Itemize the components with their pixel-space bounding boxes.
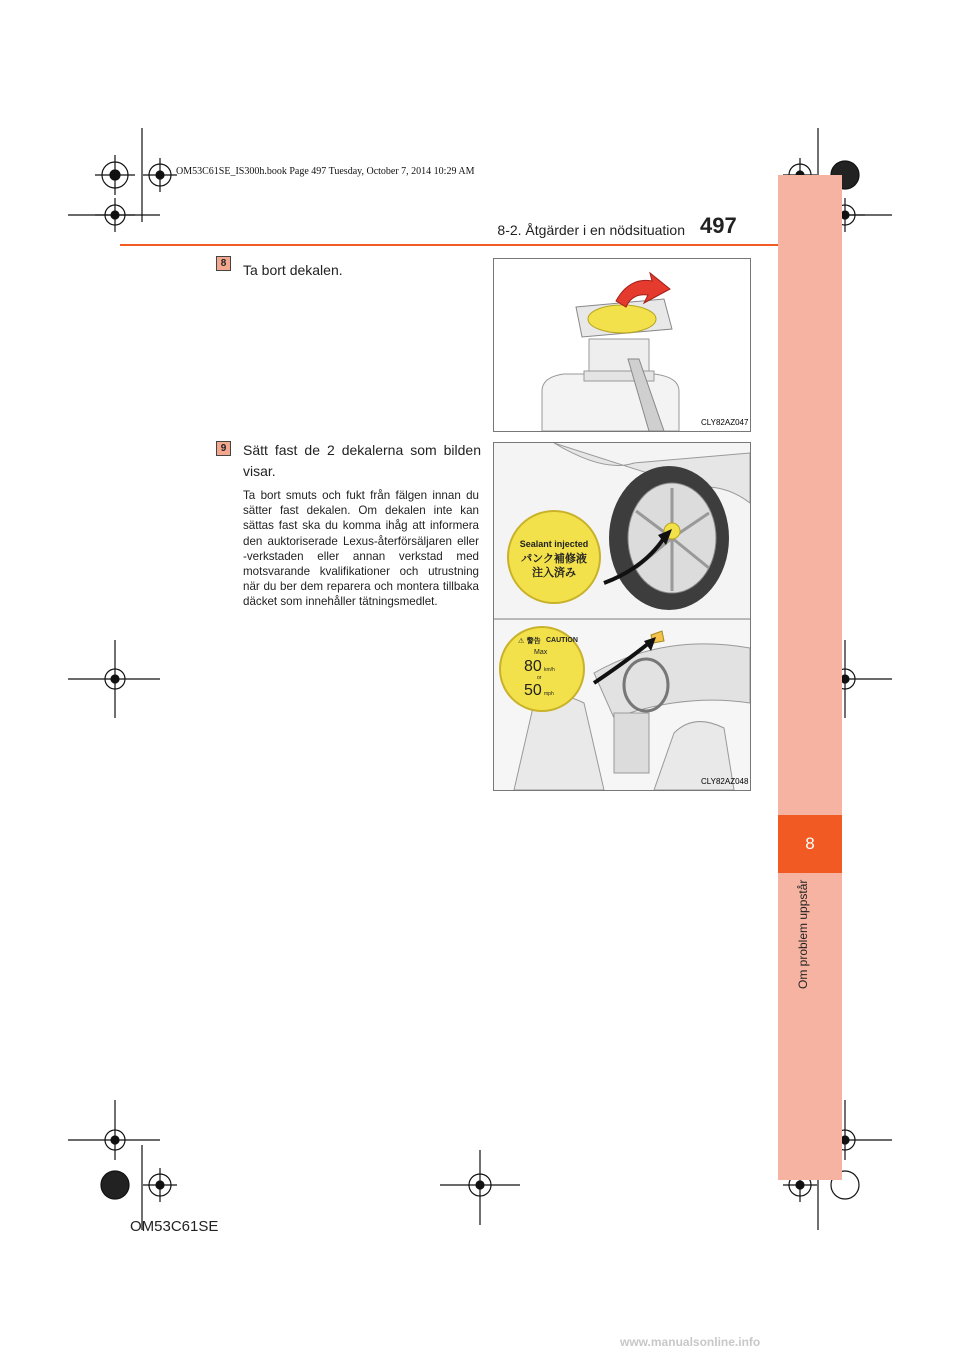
step-8-text: Ta bort dekalen. <box>243 262 343 278</box>
sticker-caution-kmh-unit: km/h <box>544 667 555 673</box>
footer-code: OM53C61SE <box>130 1218 219 1235</box>
chapter-title: Om problem uppstår <box>796 880 810 990</box>
chapter-number: 8 <box>778 815 842 873</box>
sticker-wheel-line3: 注入済み <box>532 566 576 579</box>
figure-code-047: CLY82AZ047 <box>701 418 749 427</box>
step-9-note: Ta bort smuts och fukt från fälgen innan du sätter fast dekalen. Om dekalen inte kan sättas fast ska du komma ihåg att informera den auktoriserade Lexus-återförsäljaren eller -verkstaden eller annan verkstad med motsvarande kvalifikationer och utrustning när du ber dem reparera och montera tillbaka däcket som innehåller tätningsmedlet. <box>243 489 479 609</box>
sticker-wheel-line2: パンク補修液 <box>521 552 587 565</box>
sticker-wheel-line1: Sealant injected <box>519 539 589 549</box>
sticker-caution-mph-unit: mph <box>544 691 554 697</box>
sticker-caution-or: or <box>537 675 542 681</box>
step-9-marker: 9 <box>216 441 231 456</box>
section-title: 8-2. Åtgärder i en nödsituation <box>497 222 685 238</box>
sticker-caution-max: Max <box>534 649 548 656</box>
watermark: www.manualsonline.info <box>620 1335 761 1349</box>
figure-code-048: CLY82AZ048 <box>701 777 749 786</box>
step-8-marker: 8 <box>216 256 231 271</box>
figure-attach-stickers <box>493 442 751 791</box>
sealant-bottle-illustration <box>494 259 750 431</box>
wheel-and-cabin-illustration <box>494 443 750 790</box>
book-info-line: OM53C61SE_IS300h.book Page 497 Tuesday, October 7, 2014 10:29 AM <box>176 166 475 177</box>
sticker-caution-title: CAUTION <box>546 637 578 644</box>
sticker-caution-kmh: 80 <box>524 658 542 675</box>
figure-remove-sticker <box>493 258 751 432</box>
chapter-title-vertical <box>780 880 840 1040</box>
sticker-caution-warning: ⚠ 警告 <box>518 637 541 645</box>
step-9-text: Sätt fast de 2 dekalerna som bilden visar. <box>243 442 481 479</box>
header-rule <box>120 244 778 246</box>
page-number: 497 <box>700 213 737 238</box>
sticker-caution-mph: 50 <box>524 682 542 699</box>
